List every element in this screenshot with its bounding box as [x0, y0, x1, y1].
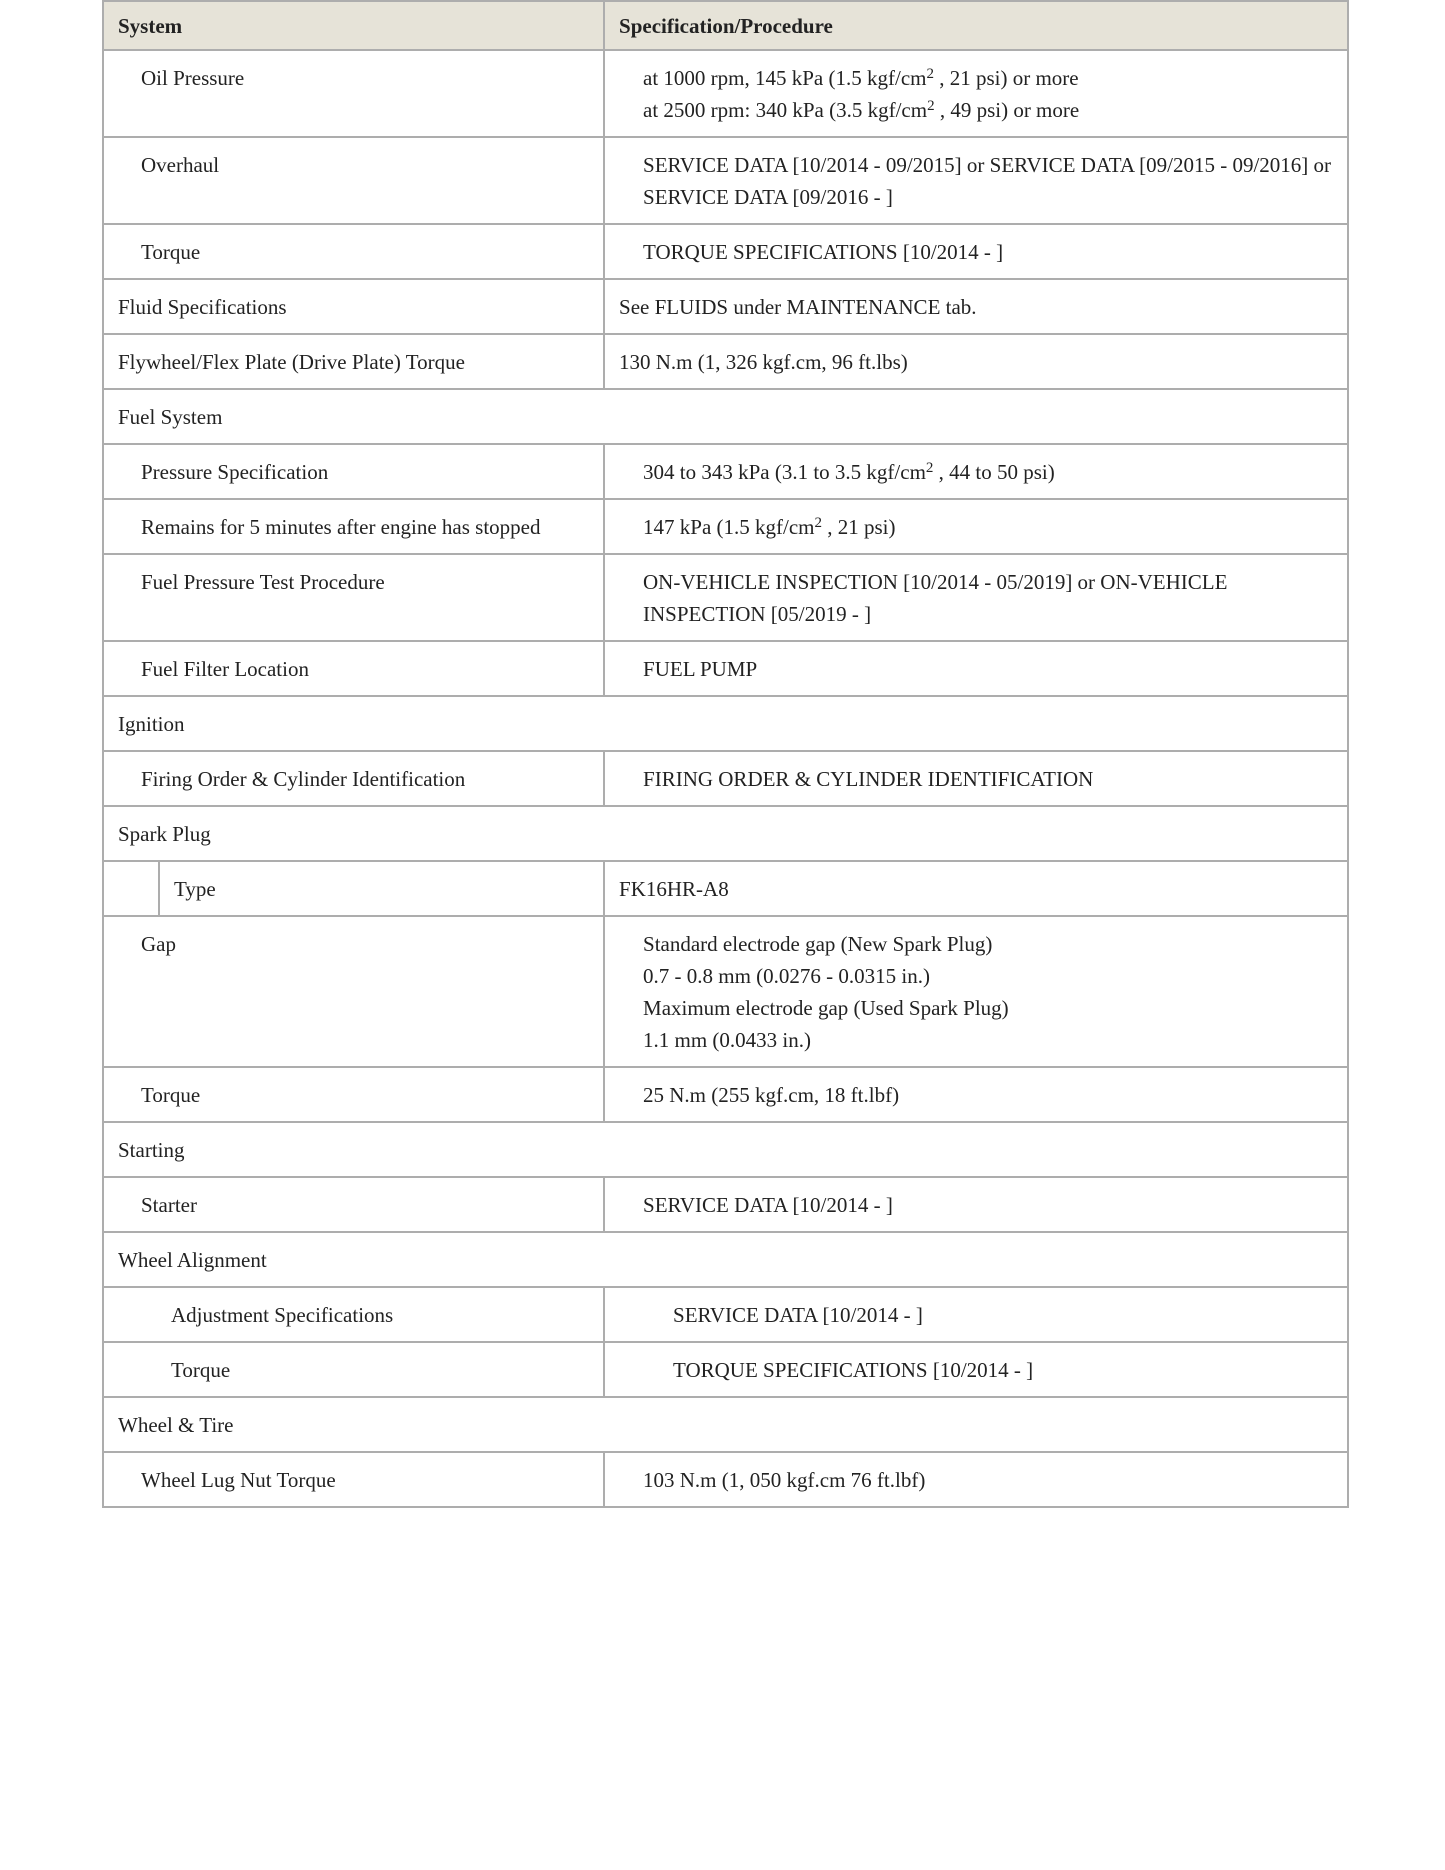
- section-heading: Wheel Alignment: [103, 1232, 1348, 1287]
- gap-line-4: 1.1 mm (0.0433 in.): [643, 1028, 812, 1052]
- section-heading: Wheel & Tire: [103, 1397, 1348, 1452]
- table-row-wheel-alignment-torque: [103, 1342, 1348, 1397]
- table-row-spark-plug-torque: [103, 1067, 1348, 1122]
- row-value: 147 kPa (1.5 kgf/$cm^2$ , 21 psi): [604, 499, 1348, 554]
- row-label: Pressure Specification: [103, 444, 604, 499]
- row-label: Wheel Lug Nut Torque: [103, 1452, 604, 1507]
- table-row-firing-order: [103, 751, 1348, 806]
- section-heading: Fuel System: [103, 389, 1348, 444]
- table-header-row: [103, 1, 1348, 50]
- header-system: System: [103, 1, 604, 50]
- section-row-fuel-system: [103, 389, 1348, 444]
- row-label: Type: [159, 861, 604, 916]
- row-value: SERVICE DATA [10/2014 - ]: [604, 1287, 1348, 1342]
- row-value: 130 N.m (1, 326 kgf.cm, 96 ft.lbs): [604, 334, 1348, 389]
- gap-line-1: Standard electrode gap (New Spark Plug): [643, 932, 993, 956]
- section-row-wheel-tire: [103, 1397, 1348, 1452]
- table-row-remains-pressure: [103, 499, 1348, 554]
- section-heading: Spark Plug: [103, 806, 1348, 861]
- table-row-flywheel-torque: [103, 334, 1348, 389]
- row-value: [604, 916, 1348, 1067]
- row-label: Firing Order & Cylinder Identification: [103, 751, 604, 806]
- oil-pressure-line-2: at 2500 rpm: 340 kPa (3.5 kgf/$cm^2$ , 49 psi) or more: [643, 98, 1080, 122]
- indent-cell: [103, 861, 159, 916]
- row-value: 25 N.m (255 kgf.cm, 18 ft.lbf): [604, 1067, 1348, 1122]
- table-row-oil-pressure: [103, 50, 1348, 137]
- table-row-spark-plug-gap: [103, 916, 1348, 1067]
- table-row-starter: [103, 1177, 1348, 1232]
- section-row-ignition: [103, 696, 1348, 751]
- row-value: [604, 50, 1348, 137]
- table-row-overhaul: [103, 137, 1348, 224]
- row-value: TORQUE SPECIFICATIONS [10/2014 - ]: [604, 224, 1348, 279]
- oil-pressure-line-1: at 1000 rpm, 145 kPa (1.5 kgf/$cm^2$ , 21 psi) or more: [643, 66, 1079, 90]
- row-label: Remains for 5 minutes after engine has stopped: [103, 499, 604, 554]
- section-row-wheel-alignment: [103, 1232, 1348, 1287]
- row-value: See FLUIDS under MAINTENANCE tab.: [604, 279, 1348, 334]
- row-value: FK16HR-A8: [604, 861, 1348, 916]
- row-label: Fuel Filter Location: [103, 641, 604, 696]
- table-row-fuel-filter-location: [103, 641, 1348, 696]
- row-value: 103 N.m (1, 050 kgf.cm 76 ft.lbf): [604, 1452, 1348, 1507]
- row-value: FIRING ORDER & CYLINDER IDENTIFICATION: [604, 751, 1348, 806]
- row-value: ON-VEHICLE INSPECTION [10/2014 - 05/2019] or ON-VEHICLE INSPECTION [05/2019 - ]: [604, 554, 1348, 641]
- row-value: FUEL PUMP: [604, 641, 1348, 696]
- table-row-adjustment-specifications: [103, 1287, 1348, 1342]
- table-row-fuel-pressure-test: [103, 554, 1348, 641]
- row-label: Overhaul: [103, 137, 604, 224]
- table-row-fluid-specifications: [103, 279, 1348, 334]
- row-value: TORQUE SPECIFICATIONS [10/2014 - ]: [604, 1342, 1348, 1397]
- row-value: SERVICE DATA [10/2014 - ]: [604, 1177, 1348, 1232]
- gap-line-2: 0.7 - 0.8 mm (0.0276 - 0.0315 in.): [643, 964, 930, 988]
- row-label: Gap: [103, 916, 604, 1067]
- row-label: Torque: [103, 1342, 604, 1397]
- row-label: Starter: [103, 1177, 604, 1232]
- row-label: Flywheel/Flex Plate (Drive Plate) Torque: [103, 334, 604, 389]
- table-row-pressure-specification: [103, 444, 1348, 499]
- row-value: SERVICE DATA [10/2014 - 09/2015] or SERVICE DATA [09/2015 - 09/2016] or SERVICE DATA [09/2016 - ]: [604, 137, 1348, 224]
- row-label: Torque: [103, 224, 604, 279]
- row-label: Fuel Pressure Test Procedure: [103, 554, 604, 641]
- section-row-starting: [103, 1122, 1348, 1177]
- header-specification: Specification/Procedure: [604, 1, 1348, 50]
- section-heading: Ignition: [103, 696, 1348, 751]
- row-label: Fluid Specifications: [103, 279, 604, 334]
- gap-line-3: Maximum electrode gap (Used Spark Plug): [643, 996, 1009, 1020]
- row-value: 304 to 343 kPa (3.1 to 3.5 kgf/$cm^2$ , 44 to 50 psi): [604, 444, 1348, 499]
- table-row-wheel-lug-nut-torque: [103, 1452, 1348, 1507]
- row-label: Adjustment Specifications: [103, 1287, 604, 1342]
- section-heading: Starting: [103, 1122, 1348, 1177]
- row-label: Oil Pressure: [103, 50, 604, 137]
- table-row-engine-torque: [103, 224, 1348, 279]
- specifications-table: [102, 0, 1349, 1508]
- row-label: Torque: [103, 1067, 604, 1122]
- table-row-spark-plug-type: [103, 861, 1348, 916]
- section-row-spark-plug: [103, 806, 1348, 861]
